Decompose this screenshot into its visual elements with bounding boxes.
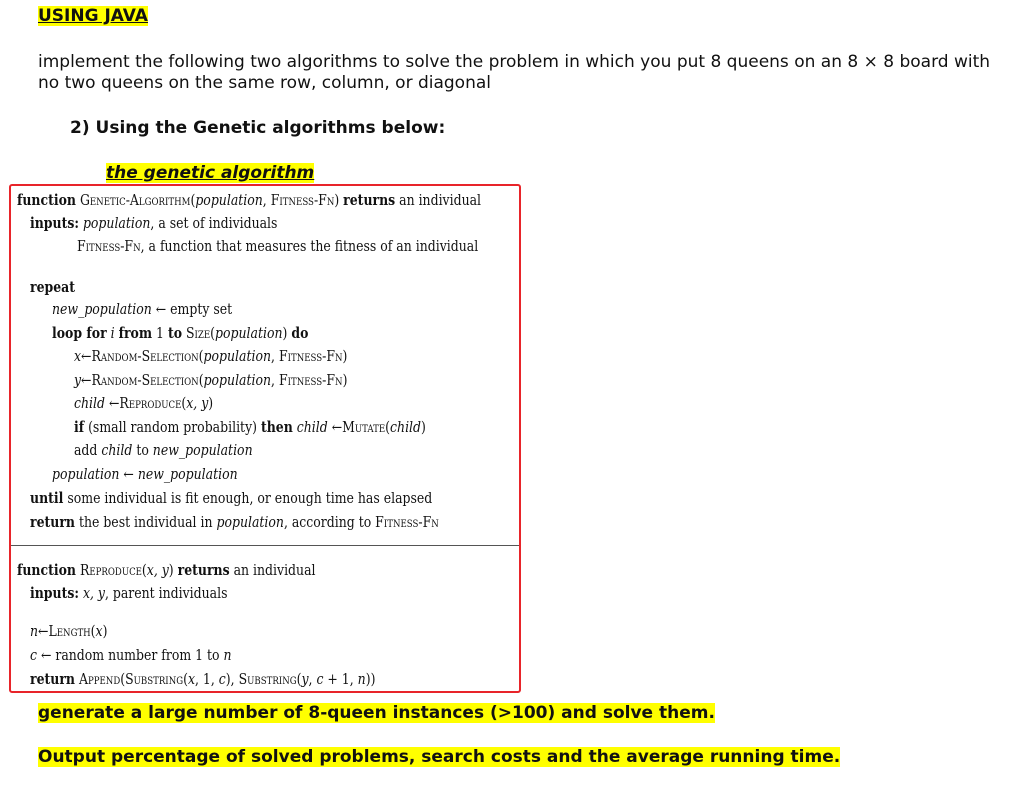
ga-line-add: add child to new_population bbox=[74, 443, 253, 459]
reproduce-inputs: inputs: x, y, parent individuals bbox=[30, 585, 228, 602]
task-generate: generate a large number of 8-queen instances (>100) and solve them. bbox=[38, 703, 715, 723]
ga-signature: function Genetic-Algorithm(population, Fitness-Fn) returns an individual bbox=[17, 192, 482, 209]
ga-line-x: x←Random-Selection(population, Fitness-Fn) bbox=[74, 349, 348, 365]
algorithm-title: the genetic algorithm bbox=[106, 163, 315, 183]
section-title: 2) Using the Genetic algorithms below: bbox=[70, 118, 446, 138]
task-output: Output percentage of solved problems, search costs and the average running time. bbox=[38, 747, 841, 767]
algorithm-divider bbox=[11, 545, 519, 546]
ga-line-loop: loop for i from 1 to Size(population) do bbox=[52, 325, 309, 342]
ga-repeat: repeat bbox=[30, 279, 76, 296]
ga-line-until: until some individual is fit enough, or enough time has elapsed bbox=[30, 490, 433, 507]
heading: USING JAVA bbox=[38, 6, 148, 26]
ga-line-population: population ← new_population bbox=[52, 467, 238, 483]
ga-line-mutate: if (small random probability) then child ←Mutate(child) bbox=[74, 419, 426, 436]
reproduce-line-n: n←Length(x) bbox=[30, 624, 108, 640]
ga-line-y: y←Random-Selection(population, Fitness-Fn) bbox=[74, 373, 348, 389]
ga-inputs-fitness: Fitness-Fn, a function that measures the fitness of an individual bbox=[77, 239, 479, 255]
intro-line-1: implement the following two algorithms to solve the problem in which you put 8 queens on an 8 × 8 board with bbox=[38, 52, 991, 72]
ga-line-new-population: new_population ← empty set bbox=[52, 302, 233, 318]
ga-line-child: child ←Reproduce(x, y) bbox=[74, 396, 214, 412]
reproduce-line-c: c ← random number from 1 to n bbox=[30, 648, 232, 664]
reproduce-line-return: return Append(Substring(x, 1, c), Substring(y, c + 1, n)) bbox=[30, 671, 376, 688]
algorithm-box bbox=[9, 184, 521, 693]
ga-inputs: inputs: population, a set of individuals bbox=[30, 215, 278, 232]
ga-line-return: return the best individual in population, according to Fitness-Fn bbox=[30, 514, 439, 531]
intro-line-2: no two queens on the same row, column, or diagonal bbox=[38, 73, 491, 93]
reproduce-signature: function Reproduce(x, y) returns an individual bbox=[17, 562, 316, 579]
